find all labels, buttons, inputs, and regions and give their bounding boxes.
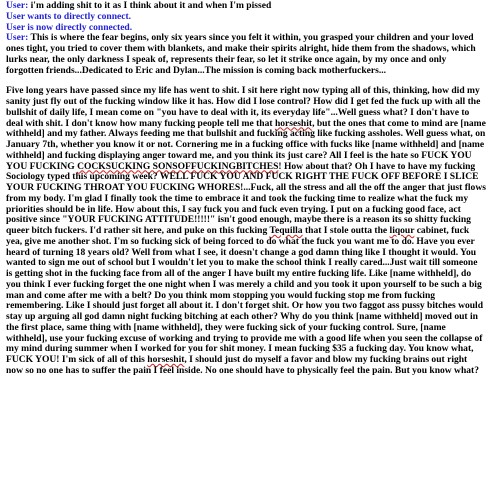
- rant-text: , but the ones that come to mind are [name withheld] and my father. Always feeding me that bullshit and fucking acting like fucking assholes. Well guess what, on January 7th, whether you know it or not. Cornering me in a fucking office with fucks like [name withheld] and [name withheld] and fucking displaying anger toward me, and you think its just care? All I feel is the hate so FUCK YOU YOU FUCKING: [6, 117, 486, 172]
- misspelled-word: horseshit: [147, 354, 185, 365]
- user-speaker-label: User:: [6, 0, 29, 11]
- misspelled-word: horseshit: [274, 117, 313, 129]
- connection-status-connected: User is now directly connected.: [6, 21, 133, 33]
- chat-message-text: This is where the fear begins, only six years since you felt it within, you grasped your children and your loved ones tight, you tried to cover them with blankets, and make their spirits alright, hide them from the shadows, which lurks near, the only darkness I speak of, represents their fear, so let it strike once again, by my once and only forgotten friends...Dedicated to Eric and Dylan...The mission is coming back motherfuckers...: [6, 32, 476, 76]
- rant-text: ! How about that? Oh I have to have my fucking Sociology typed this upcoming week? WELL FUCK YOU AND FUCK RIGHT THE FUCK OFF BEFORE I SLICE YOUR FUCKING THROAT YOU FUCKING WHORES!...Fuck, all the stress and all the off the anger that just flows from my body. I'm glad I finally took the time to embrace it and took the fucking time to realize what the fuck my priorities should be in life. How about this, I say fuck you and fuck even trying. I put on a fucking good face, act positive since "YOUR FUCKING ATTITUDE!!!!!" isn't good enough, maybe there is a reason its so shitty fucking queer bitch fuckers. I'd rather sit here, and puke on this fucking: [6, 160, 486, 236]
- rant-text: Five long years have passed since my life has went to shit. I sit here right now typing all of this, thinking, how did my sanity just fly out of the fucking window like it has. How did I lose control? How did I get fed the fuck up with all the bullshit of daily life, I mean come on "you have to deal with it, its everyday life"...Well guess what? I don't have to deal with shit. I don't know how many fucking people tell me that: [6, 85, 481, 129]
- chat-message-text: i'm adding shit to it as I think about it and when I'm pissed: [28, 0, 272, 11]
- rant-text: that I stole outta the: [302, 225, 390, 236]
- connection-status-request: User wants to directly connect.: [6, 10, 132, 22]
- rant-text: cabinet, fuck yea, give me another shot. I'm so fucking sick of being forced to do what the fuck you want me to do. Have you ever heard of turning 18 years old? Well from what I see, it doesn't change a god damn thing like I thought it would. You wanted to sign me out of school but I wouldn't let you to make the school think I really cared...Just wait till someone is getting shot in the fucking face from all of the anger I have built my entire fucking life. Like [name withheld], do you think I ever fucking forget the one night when I was merely a child and you took it upon yourself to be such a big man and come after me with a belt? Do you think mom stopping you would fucking stop me from fucking remembering. Like I should just forget all about it. I don't forget shit. Or how you two faggot ass pussy bitches would stay up arguing all god damn night fucking bitching at each other? Why do you think [name withheld] moved out in the first place, same thing with [name withheld], they were fucking sick of your fucking control. Sure, [name withheld], use your fucking excuse of working and trying to provide me with a good life when you seen the collapse of my mind during summer when I worked for you for shit money. I mean fucking $35 a fucking day. You know what, FUCK YOU! I'm sick of all of this: [6, 225, 484, 365]
- misspelled-word: COCKSUCKING SONSOFFUCKINGBITCHES: [77, 160, 279, 172]
- rant-paragraph: [6, 86, 486, 376]
- user-speaker-label: User:: [6, 32, 29, 44]
- rant-text: , I should just do myself a favor and blow my fucking brains out right now so no one has to suffer the pain I feel inside. No one should have to physically feel the pain. But you know what?: [6, 354, 479, 376]
- misspelled-word: liqour: [389, 225, 415, 236]
- chat-message-2: [6, 33, 486, 76]
- misspelled-word: Tequilla: [269, 225, 303, 236]
